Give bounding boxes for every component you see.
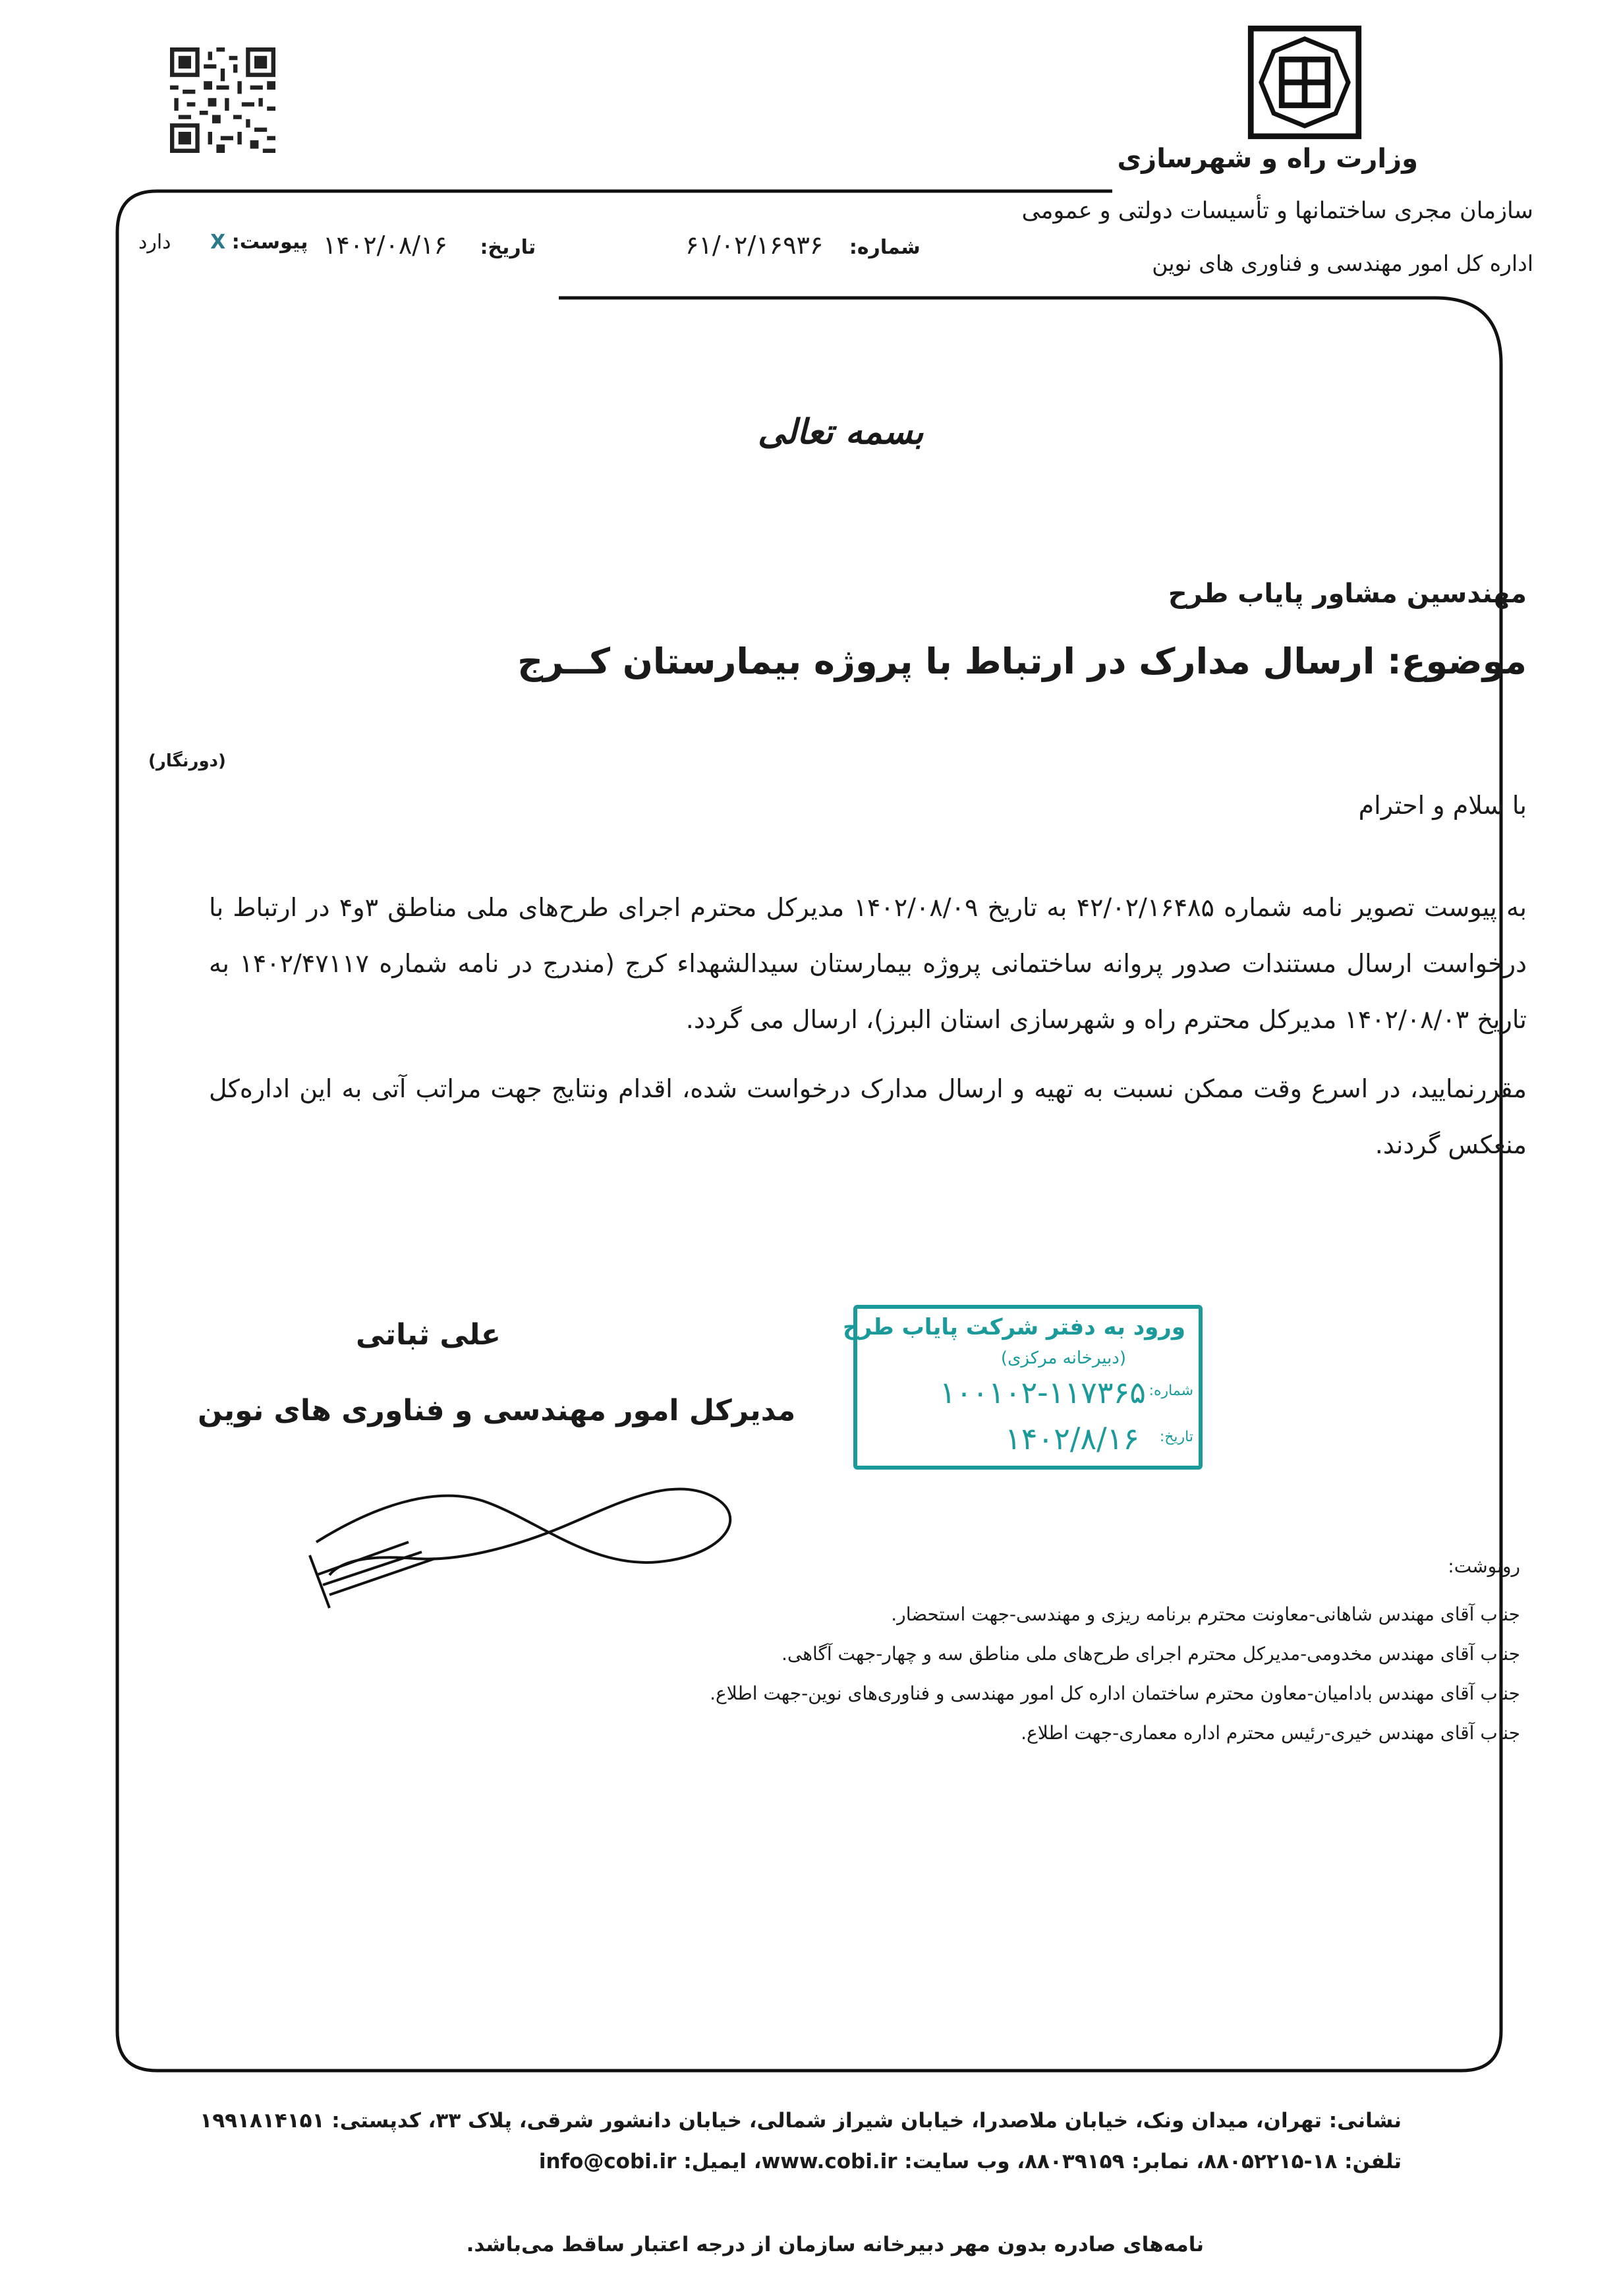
footer-address: نشانی: تهران، میدان ونک، خیابان ملاصدرا، خیابان شیراز شمالی، خیابان دانشور شرقی، پلاک ۳۳، کدپستی: ۱۹۹۱۸۱۴۱۵۱ — [200, 2109, 1402, 2133]
stamp-date-value: ۱۴۰۲/۸/۱۶ — [1005, 1421, 1139, 1456]
ministry-name: وزارت راه و شهرسازی — [1117, 144, 1418, 174]
stamp-subtitle: (دبیرخانه مرکزی) — [1000, 1348, 1126, 1368]
fax-note: (دورنگار) — [148, 751, 226, 771]
date-value: ۱۴۰۲/۰۸/۱۶ — [323, 231, 447, 260]
stamp-number-label: شماره: — [1149, 1383, 1193, 1399]
stamp-title: ورود به دفتر شرکت پایاب طرح — [843, 1314, 1185, 1340]
bismillah-heading: بسمه تعالی — [758, 412, 924, 452]
body-paragraph-2: مقررنمایید، در اسرع وقت ممکن نسبت به تهیه و ارسال مدارک درخواست شده، اقدام ونتایج جهت مراتب آتی به این اداره‌کل منعکس گردند. — [209, 1074, 1527, 1159]
cc-item: جناب آقای مهندس مخدومی-مدیرکل محترم اجرای طرح‌های ملی مناطق سه و چهار-جهت آگاهی. — [781, 1643, 1520, 1665]
cc-item: جناب آقای مهندس بادامیان-معاون محترم ساختمان اداره کل امور مهندسی و فناوری‌های نوین-جهت اطلاع. — [710, 1682, 1520, 1704]
footer-notice: نامه‌های صادره بدون مهر دبیرخانه سازمان از درجه اعتبار ساقط می‌باشد. — [466, 2233, 1204, 2256]
stamp-date-label: تاریخ: — [1159, 1429, 1193, 1445]
cc-item: جناب آقای مهندس خیری-رئیس محترم اداره معماری-جهت اطلاع. — [1021, 1722, 1520, 1744]
attachment-label: پیوست: — [231, 231, 308, 254]
organization-name: سازمان مجری ساختمانها و تأسیسات دولتی و عمومی — [1021, 198, 1533, 224]
date-label: تاریخ: — [480, 236, 536, 259]
cc-item: جناب آقای مهندس شاهانی-معاونت محترم برنامه ریزی و مهندسی-جهت استحضار. — [891, 1603, 1520, 1625]
cc-list — [710, 1595, 1520, 1753]
cc-heading: رونوشت: — [1448, 1555, 1520, 1577]
incoming-stamp — [843, 1305, 1203, 1470]
qr-code-icon — [170, 45, 275, 156]
body-paragraph-1: به پیوست تصویر نامه شماره ۴۲/۰۲/۱۶۴۸۵ به تاریخ ۱۴۰۲/۰۸/۰۹ مدیرکل محترم اجرای طرح‌های ملی مناطق ۳و۴ در ارتباط با درخواست ارسال مستندات صدور پروانه ساختمانی پروژه بیمارستان سیدالشهداء کرج (مندرج در نامه شماره ۱۴۰۲/۴۷۱۱۷ به تاریخ ۱۴۰۲/۰۸/۰۳ مدیرکل محترم راه و شهرسازی استان البرز)، ارسال می گردد. — [209, 893, 1527, 1034]
greeting: با سلام و احترام — [1358, 791, 1527, 820]
signer-name: علی ثباتی — [356, 1318, 501, 1352]
ministry-logo-icon — [1247, 25, 1362, 140]
attachment-value: دارد — [138, 231, 171, 254]
stamp-number-value: ۱۰۰۱۰۲-۱۱۷۳۶۵ — [939, 1375, 1146, 1410]
footer-contact: تلفن: ۱۸-۸۸۰۵۲۲۱۵، نمابر: ۸۸۰۳۹۱۵۹، وب سایت: www.cobi.ir، ایمیل: info@cobi.ir — [538, 2150, 1402, 2173]
department-name: اداره کل امور مهندسی و فناوری های نوین — [1152, 250, 1533, 276]
number-value: ۶۱/۰۲/۱۶۹۳۶ — [685, 231, 824, 260]
handwritten-signature-icon — [290, 1417, 764, 1634]
attachment-mark: X — [210, 231, 226, 254]
signer-title: مدیرکل امور مهندسی و فناوری های نوین — [198, 1394, 796, 1427]
recipient: مهندسین مشاور پایاب طرح — [1168, 579, 1527, 609]
number-label: شماره: — [849, 236, 921, 259]
subject-line: موضوع: ارسال مدارک در ارتباط با پروژه بیمارستان کــرج — [517, 641, 1527, 682]
